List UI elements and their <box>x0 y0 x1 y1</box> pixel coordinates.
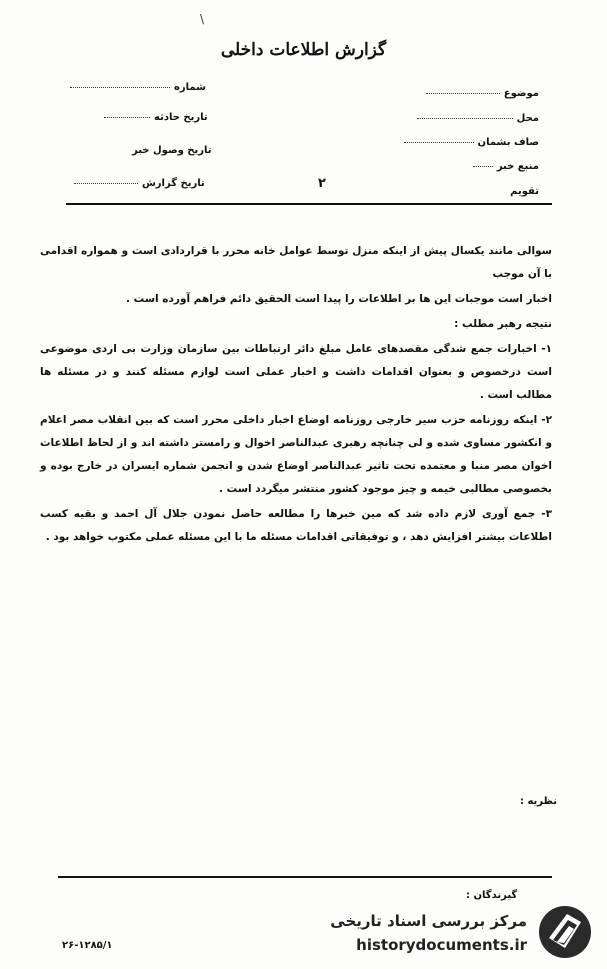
source-field <box>473 161 539 172</box>
incident-date-label: تاریخ حادثه <box>154 112 208 123</box>
report-body <box>40 240 552 551</box>
body-paragraph-4: ۱- اخبارات جمع شدگی مقصدهای عامل مبلغ دائر ارتباطات بین سازمان وزارت بی اردی موضوعی است درخصوص و بعنوان اقدامات داشت و اخبار عملی است لوازم مسئله کنند و در مسئله ها مطالب است . <box>40 343 552 401</box>
body-paragraph-6: ۳- جمع آوری لازم داده شد که مین خبرها را مطالعه حاصل نمودن جلال آل احمد و بقیه کسب اطلاعات بیشتر افزایش دهد ، و توفیقاتی اقدامات مسئله ما با این مسئله عملی مکتوب خواهد بود . <box>40 508 552 543</box>
watermark-persian: مرکز بررسی اسناد تاریخی <box>330 912 527 930</box>
document-code: ۲۶-۱۲۸۵/۱ <box>62 940 113 951</box>
body-paragraph-3: نتیجه رهبر مطلب : <box>454 318 552 330</box>
subject-dots <box>426 92 500 94</box>
attribute-label: صاف بشمان <box>477 137 539 148</box>
top-mark: \ <box>200 12 205 26</box>
body-paragraph-5: ۲- اینکه روزنامه حزب سیر خارجی روزنامه اوضاع اخبار داخلی محرر است که بین انقلاب مصر اعلام و انکشور مساوی شده و لی چنانچه رهبری عبدالناصر اخوال و رامستر داشته اند و از لحاظ اطلاعات اخوان مصر منبا و معتمده تحت تاثیر عبدالناصر اوضاع شدن و انجمن شماره ایسران در خارج بوده و بخصوصی مطالبی خیمه و چیز موجود کشور منتشر میگردد است . <box>40 414 552 495</box>
remark-label: نظریه : <box>520 796 558 807</box>
body-paragraph-2: اخبار است موجبات این ها بر اطلاعات را پیدا است الحقیق دائم فراهم آورده است . <box>125 293 552 305</box>
source-label: منبع خبر <box>496 161 539 172</box>
number-label: شماره <box>174 82 206 93</box>
evaluation-field <box>510 186 539 197</box>
attribute-field <box>404 137 539 148</box>
number-dots <box>70 86 170 88</box>
archive-logo-icon <box>537 904 593 960</box>
location-field <box>417 113 539 124</box>
incident-date-field <box>104 112 208 123</box>
page-title: گزارش اطلاعات داخلی <box>220 40 387 60</box>
report-date-field <box>74 178 205 189</box>
received-date-field <box>132 145 212 156</box>
header-divider <box>66 203 552 205</box>
attribute-dots <box>404 141 474 143</box>
source-dots <box>473 165 493 167</box>
received-date-label: تاریخ وصول خبر <box>132 145 212 156</box>
incident-date-dots <box>104 116 150 118</box>
report-date-label: تاریخ گزارش <box>142 178 205 189</box>
subject-field <box>426 88 539 99</box>
report-date-dots <box>74 182 138 184</box>
page-number: ۲ <box>318 176 326 191</box>
evaluation-label: تقویم <box>510 186 539 197</box>
number-field <box>70 82 206 93</box>
body-paragraph-1: سوالی مانند یکسال پیش از اینکه منزل توسط عوامل خانه محرر با قراردادی است و همواره اقدامی با آن موجب <box>40 245 552 280</box>
watermark-url: historydocuments.ir <box>356 936 527 954</box>
footer-divider <box>58 876 552 878</box>
sender-label: گیرندگان : <box>466 890 518 901</box>
location-dots <box>417 117 513 119</box>
location-label: محل <box>516 113 539 124</box>
subject-label: موضوع <box>503 88 539 99</box>
